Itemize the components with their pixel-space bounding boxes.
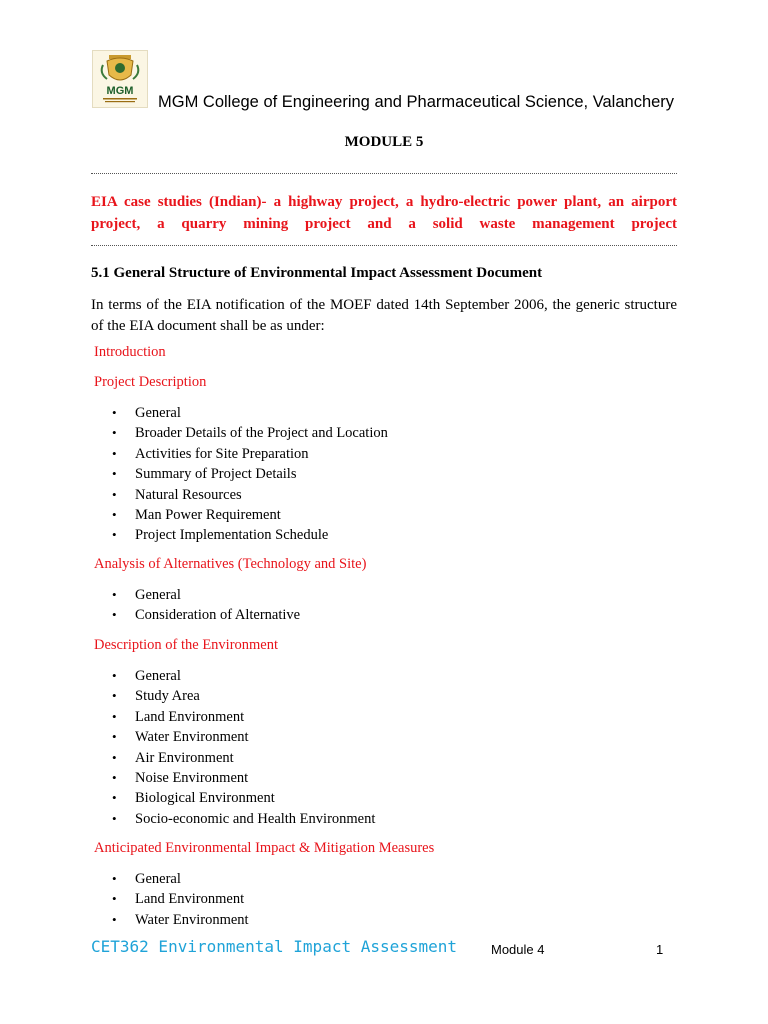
college-logo xyxy=(92,50,148,108)
bullet-icon: • xyxy=(112,668,117,683)
list-item: • Noise Environment xyxy=(112,768,375,788)
list-item: • Natural Resources xyxy=(112,485,388,505)
heading-environment: Description of the Environment xyxy=(94,637,279,653)
heading-impacts: Anticipated Environmental Impact & Mitigation Measures xyxy=(94,840,435,856)
list-item: • Land Environment xyxy=(112,707,375,727)
bullet-icon: • xyxy=(112,729,117,745)
list-item: • Land Environment xyxy=(112,889,249,909)
list-item: • Project Implementation Schedule xyxy=(112,525,388,545)
list-item: • General xyxy=(112,666,375,686)
bullet-icon: • xyxy=(112,688,117,704)
dotted-divider-top xyxy=(91,173,677,174)
module-title: MODULE 5 xyxy=(344,134,424,150)
list-alternatives xyxy=(112,585,300,626)
heading-introduction: Introduction xyxy=(94,344,166,360)
heading-project-description: Project Description xyxy=(94,374,207,390)
bullet-icon: • xyxy=(112,891,117,907)
bullet-icon: • xyxy=(112,769,117,785)
list-environment xyxy=(112,666,375,829)
module-topic: EIA case studies (Indian)- a highway project, a hydro-electric power plant, an airport project, a quarry mining project and a solid waste management project xyxy=(91,194,677,232)
list-item: • Air Environment xyxy=(112,748,375,768)
bullet-icon: • xyxy=(112,790,117,806)
bullet-icon: • xyxy=(112,708,117,724)
dotted-divider-bottom xyxy=(91,245,677,246)
list-item: • Broader Details of the Project and Location xyxy=(112,423,388,443)
footer-course-title: CET362 Environmental Impact Assessment xyxy=(91,937,458,956)
list-item: • Activities for Site Preparation xyxy=(112,444,388,464)
heading-alternatives: Analysis of Alternatives (Technology and Site) xyxy=(94,556,367,572)
list-item: • Consideration of Alternative xyxy=(112,605,300,625)
list-item: • Socio-economic and Health Environment xyxy=(112,809,375,829)
bullet-icon: • xyxy=(112,911,117,927)
section-paragraph: In terms of the EIA notification of the MOEF dated 14th September 2006, the generic structure of the EIA document shall be as under: xyxy=(91,297,677,334)
list-item: • Biological Environment xyxy=(112,788,375,808)
list-item: • General xyxy=(112,403,388,423)
svg-text:MGM: MGM xyxy=(106,85,134,97)
bullet-icon: • xyxy=(112,587,117,602)
bullet-icon: • xyxy=(112,749,117,765)
bullet-icon: • xyxy=(112,405,117,420)
bullet-icon: • xyxy=(112,466,117,482)
list-impacts xyxy=(112,869,249,930)
list-item: • General xyxy=(112,585,300,605)
bullet-icon: • xyxy=(112,527,117,543)
list-item: • Water Environment xyxy=(112,910,249,930)
bullet-icon: • xyxy=(112,506,117,522)
bullet-icon: • xyxy=(112,425,117,441)
list-item: • Summary of Project Details xyxy=(112,464,388,484)
list-item: • Study Area xyxy=(112,686,375,706)
bullet-icon: • xyxy=(112,486,117,502)
bullet-icon: • xyxy=(112,607,117,623)
bullet-icon: • xyxy=(112,871,117,886)
list-item: • Man Power Requirement xyxy=(112,505,388,525)
section-heading: 5.1 General Structure of Environmental Impact Assessment Document xyxy=(91,265,543,281)
list-project-description xyxy=(112,403,388,546)
footer-module-label: Module 4 xyxy=(491,942,545,957)
college-name: MGM College of Engineering and Pharmaceutical Science, Valanchery xyxy=(158,93,675,111)
page-number: 1 xyxy=(656,942,664,957)
bullet-icon: • xyxy=(112,445,117,461)
list-item: • Water Environment xyxy=(112,727,375,747)
bullet-icon: • xyxy=(112,810,117,826)
list-item: • General xyxy=(112,869,249,889)
